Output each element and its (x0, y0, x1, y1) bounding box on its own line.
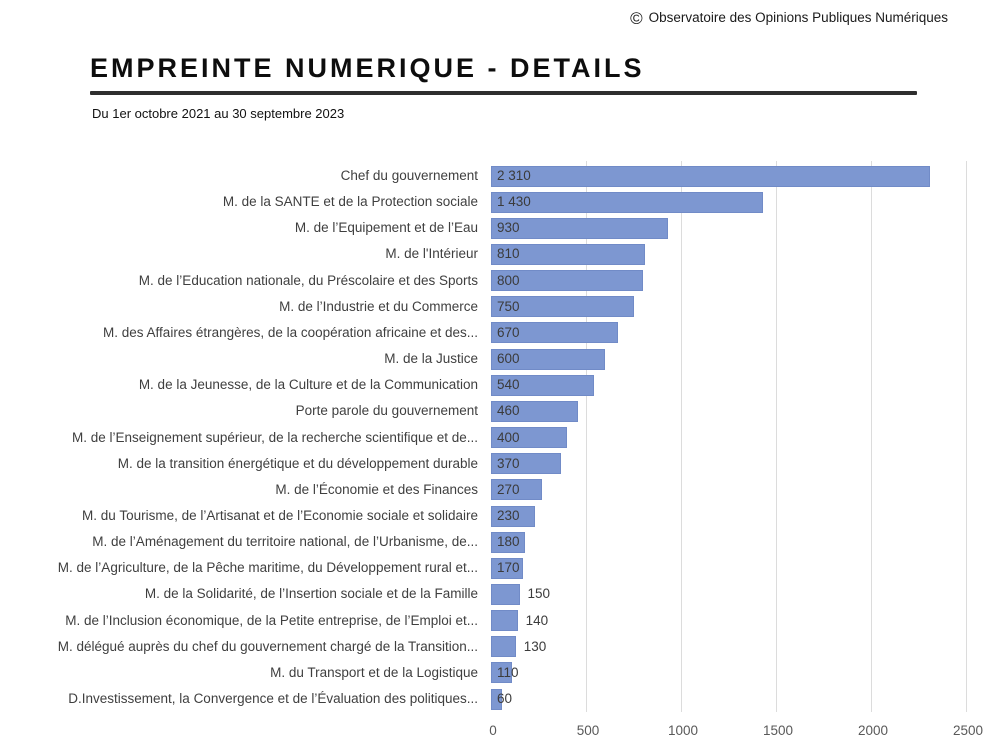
x-tick-label: 0 (489, 723, 497, 738)
bar (491, 166, 930, 187)
category-label: M. de l’Économie et des Finances (275, 481, 478, 497)
gridline (966, 161, 967, 712)
category-label: M. de l’Equipement et de l’Eau (294, 220, 478, 236)
bar (491, 584, 520, 605)
value-label: 800 (497, 272, 520, 288)
x-tick-label: 1500 (762, 723, 794, 738)
category-label: D.Investissement, la Convergence et de l’Évaluation des politiques... (68, 691, 478, 706)
category-label: M. du Tourisme, de l’Artisanat et de l’Economie sociale et solidaire (82, 507, 478, 523)
copyright-icon: © (630, 9, 643, 28)
date-range-subtitle: Du 1er octobre 2021 au 30 septembre 2023 (92, 106, 345, 121)
value-label: 270 (497, 481, 520, 497)
category-label: M. de la Solidarité, de l’Insertion sociale et de la Famille (144, 586, 478, 602)
category-label: M. de l'Intérieur (385, 246, 478, 262)
bar (491, 610, 518, 631)
gridline (871, 161, 872, 712)
value-label: 2 310 (497, 168, 531, 183)
category-label: M. de la SANTE et de la Protection sociale (222, 194, 478, 210)
value-label: 810 (497, 246, 520, 262)
category-label: M. de l’Enseignement supérieur, de la recherche scientifique et de... (72, 429, 478, 445)
value-label: 60 (497, 691, 513, 706)
value-label: 670 (497, 324, 520, 340)
category-label: M. de la Justice (384, 351, 478, 367)
value-label: 1 430 (497, 194, 531, 210)
value-label: 750 (497, 298, 520, 314)
category-label: M. de l’Education nationale, du Préscolaire et des Sports (138, 272, 478, 288)
value-label: 150 (527, 586, 551, 602)
value-label: 170 (497, 560, 520, 576)
category-label: M. des Affaires étrangères, de la coopération africaine et des... (103, 324, 478, 340)
value-label: 130 (523, 638, 547, 654)
gridline (681, 161, 682, 712)
copyright-text: Observatoire des Opinions Publiques Numériques (648, 10, 948, 25)
gridline (776, 161, 777, 712)
x-tick-label: 2500 (952, 723, 984, 738)
value-label: 180 (497, 534, 520, 550)
value-label: 400 (497, 429, 520, 445)
category-label: M. du Transport et de la Logistique (270, 664, 478, 680)
value-label: 600 (497, 351, 520, 367)
bar (491, 192, 763, 213)
value-label: 140 (525, 612, 549, 628)
value-label: 110 (497, 664, 519, 680)
value-label: 460 (497, 403, 520, 419)
value-label: 370 (497, 455, 520, 471)
category-label: Chef du gouvernement (340, 168, 478, 183)
category-label: M. de l’Aménagement du territoire national, de l’Urbanisme, de... (92, 534, 478, 550)
category-label: M. de l’Agriculture, de la Pêche maritime, du Développement rural et... (57, 560, 478, 576)
value-label: 230 (497, 507, 520, 523)
x-tick-label: 500 (576, 723, 600, 738)
value-label: 930 (497, 220, 520, 236)
category-label: Porte parole du gouvernement (295, 403, 478, 419)
category-label: M. délégué auprès du chef du gouvernement chargé de la Transition... (57, 638, 478, 654)
category-label: M. de l’Inclusion économique, de la Petite entreprise, de l’Emploi et... (65, 612, 478, 628)
bar (491, 636, 516, 657)
x-tick-label: 1000 (667, 723, 699, 738)
x-tick-label: 2000 (857, 723, 889, 738)
category-label: M. de l’Industrie et du Commerce (279, 298, 478, 314)
category-label: M. de la Jeunesse, de la Culture et de la Communication (138, 377, 478, 393)
page-title: EMPREINTE NUMERIQUE - DETAILS (90, 53, 645, 83)
value-label: 540 (497, 377, 520, 393)
category-label: M. de la transition énergétique et du développement durable (117, 455, 478, 471)
